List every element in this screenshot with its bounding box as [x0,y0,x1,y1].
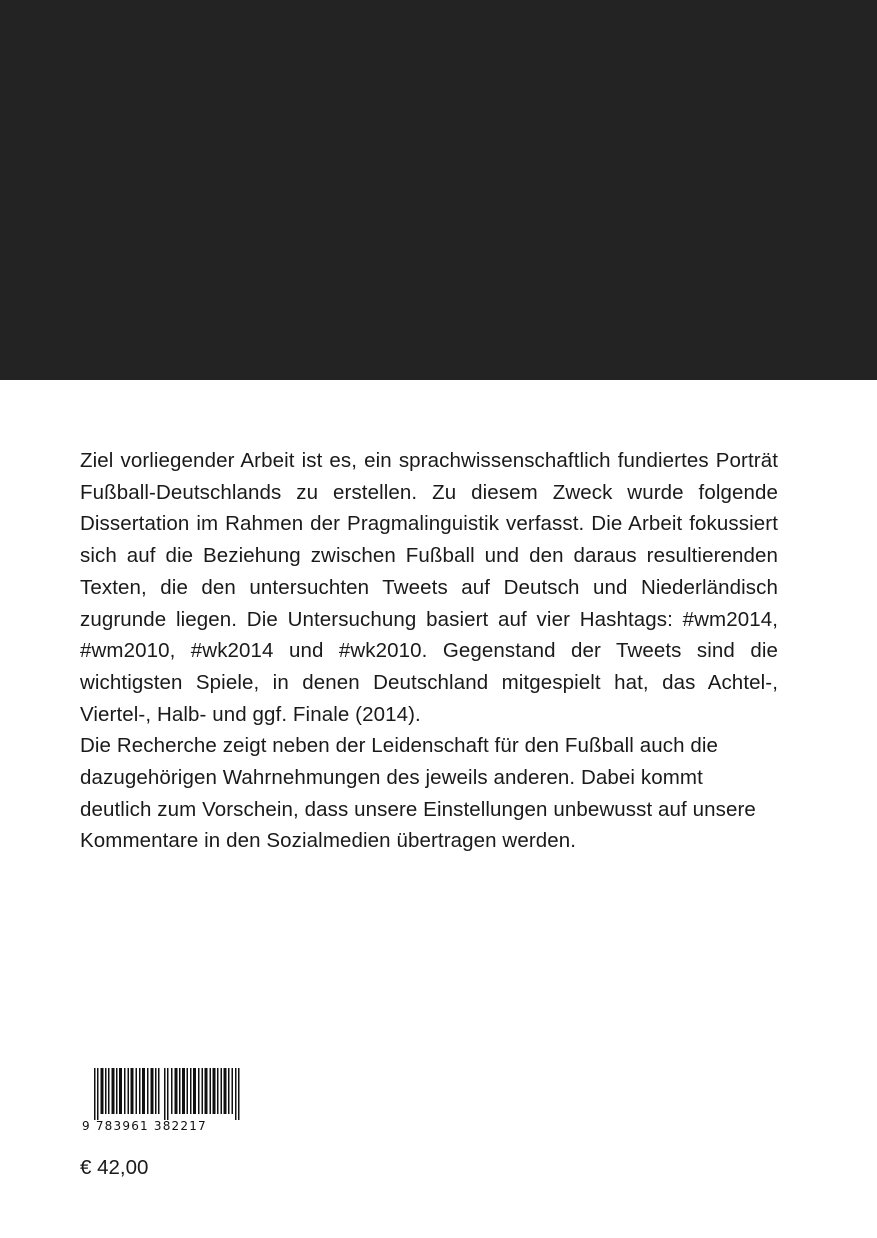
cover-top-band [0,0,877,380]
blurb-paragraph-2: Die Recherche zeigt neben der Leidenschaft für den Fußball auch die dazugehörigen Wahrnehmungen des jeweils anderen. Dabei kommt deutlich zum Vorschein, dass unsere Einstellungen unbewusst auf unsere Kommentare in den Sozialmedien übertragen werden. [80,734,756,853]
back-cover-blurb [80,445,778,857]
blurb-paragraph-1: Ziel vorliegender Arbeit ist es, ein sprachwissenschaftlich fundiertes Porträt Fußball-Deutschlands zu erstellen. Zu diesem Zweck wurde folgende Dissertation im Rahmen der Pragmalinguistik verfasst. Die Arbeit fokussiert sich auf die Beziehung zwischen Fußball und den daraus resultierenden Texten, die den untersuchten Tweets auf Deutsch und Niederländisch zugrunde liegen. Die Untersuchung basiert auf vier Hashtags: #wm2014, #wm2010, #wk2014 und #wk2010. Gegenstand der Tweets sind die wichtigsten Spiele, in denen Deutschland mitgespielt hat, das Achtel-, Viertel-, Halb- und ggf. Finale (2014). [80,449,778,726]
barcode-bars [94,1068,244,1120]
isbn-digits: 9 783961 382217 [82,1119,207,1133]
price-label: € 42,00 [80,1156,149,1179]
isbn-barcode [82,1068,248,1140]
